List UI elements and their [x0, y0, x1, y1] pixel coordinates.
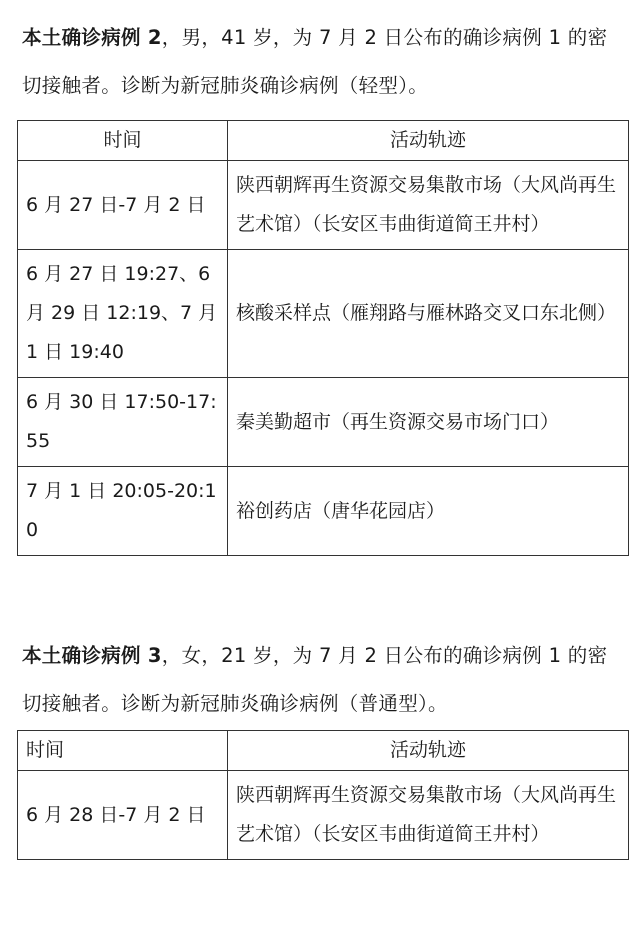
time-cell: 6 月 27 日-7 月 2 日	[18, 161, 228, 250]
case-3-description	[22, 632, 622, 728]
table-row	[18, 378, 629, 467]
trace-header: 活动轨迹	[228, 121, 629, 161]
place-cell: 陕西朝辉再生资源交易集散市场（大风尚再生艺术馆）（长安区韦曲街道简王井村）	[228, 771, 629, 860]
table-row	[18, 771, 629, 860]
case-2-trace-table	[17, 120, 629, 556]
place-cell: 秦美勤超市（再生资源交易市场门口）	[228, 378, 629, 467]
time-header: 时间	[18, 121, 228, 161]
table-header-row	[18, 731, 629, 771]
case-2-description	[22, 14, 622, 110]
time-cell: 6 月 28 日-7 月 2 日	[18, 771, 228, 860]
table-row	[18, 161, 629, 250]
table-header-row	[18, 121, 629, 161]
case-3-heading: 本土确诊病例 3	[22, 644, 162, 667]
place-cell: 裕创药店（唐华花园店）	[228, 467, 629, 556]
table-row	[18, 467, 629, 556]
time-header: 时间	[18, 731, 228, 771]
time-cell: 6 月 27 日 19:27、6 月 29 日 12:19、7 月 1 日 19:40	[18, 250, 228, 378]
case-3-text: ，女，21 岁，为 7 月 2 日公布的确诊病例 1 的密切接触者。诊断为新冠肺炎确诊病例（普通型）。	[22, 644, 608, 715]
place-cell: 核酸采样点（雁翔路与雁林路交叉口东北侧）	[228, 250, 629, 378]
place-cell: 陕西朝辉再生资源交易集散市场（大风尚再生艺术馆）（长安区韦曲街道简王井村）	[228, 161, 629, 250]
case-2-heading: 本土确诊病例 2	[22, 26, 162, 49]
case-2-text: ，男，41 岁，为 7 月 2 日公布的确诊病例 1 的密切接触者。诊断为新冠肺炎确诊病例（轻型）。	[22, 26, 608, 97]
time-cell: 7 月 1 日 20:05-20:10	[18, 467, 228, 556]
case-3-trace-table	[17, 730, 629, 860]
time-cell: 6 月 30 日 17:50-17:55	[18, 378, 228, 467]
trace-header: 活动轨迹	[228, 731, 629, 771]
table-row	[18, 250, 629, 378]
